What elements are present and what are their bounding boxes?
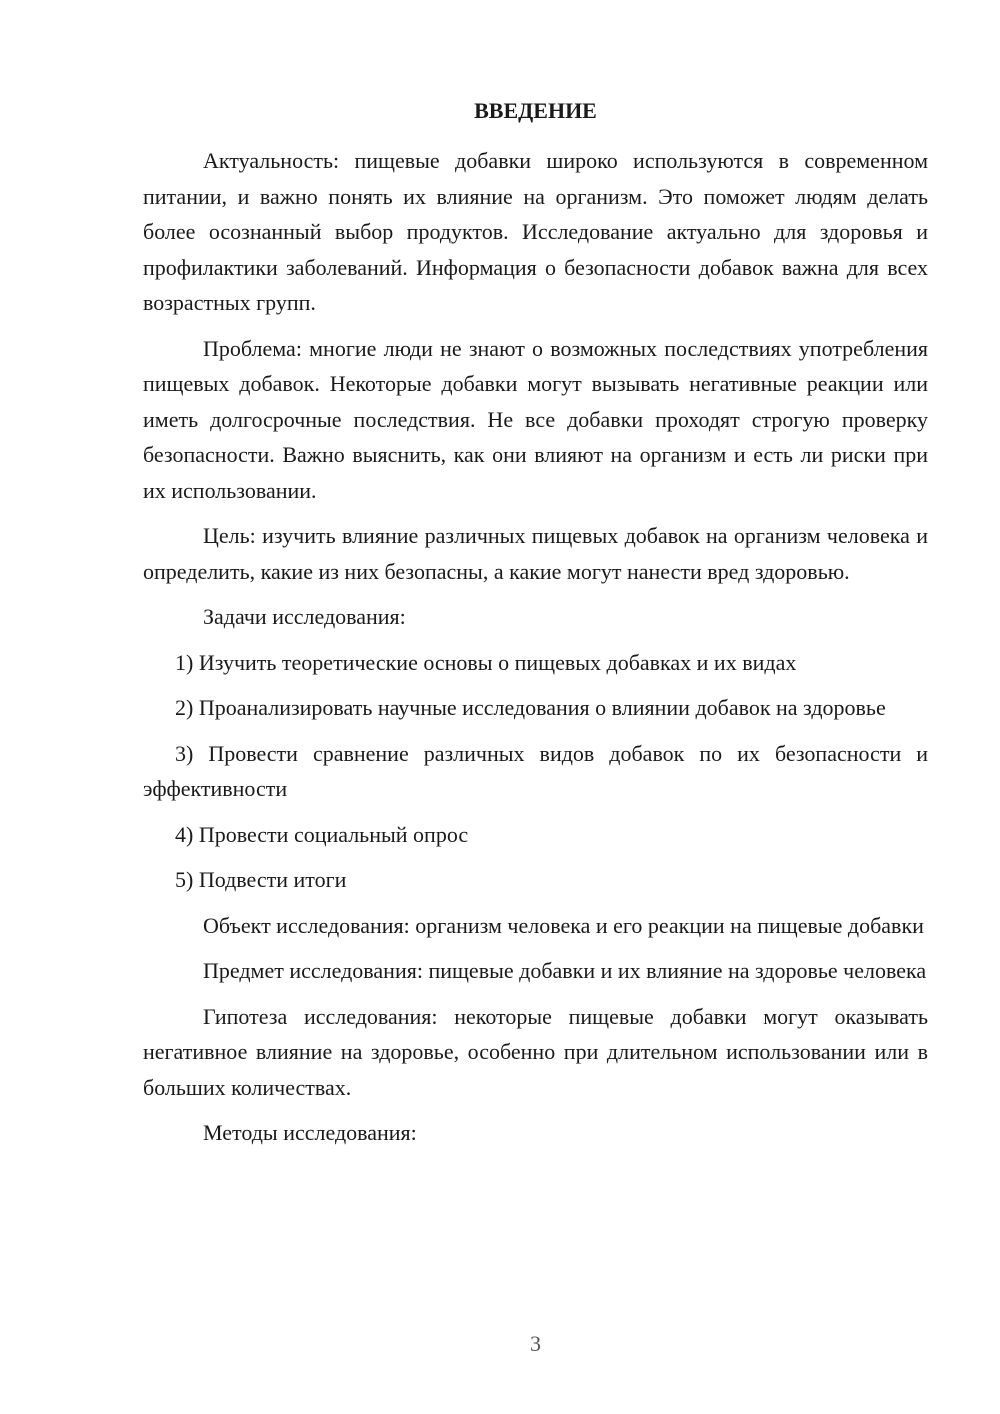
- paragraph-goal: Цель: изучить влияние различных пищевых добавок на организм человека и определить, какие из них безопасны, а какие могут нанести вред здоровью.: [143, 523, 928, 584]
- task-item-4: 4) Провести социальный опрос: [175, 821, 469, 847]
- paragraph-object: Объект исследования: организм человека и его реакции на пищевые добавки: [203, 912, 924, 938]
- paragraph-methods: Методы исследования:: [203, 1120, 417, 1145]
- document-body: [143, 143, 928, 1161]
- paragraph-relevance: Актуальность: пищевые добавки широко используются в современном питании, и важно понять их влияние на организм. Это поможет людям делать более осознанный выбор продуктов. Исследование актуально для здоровья и профилактики заболеваний. Информация о безопасности добавок важна для всех возрастных групп.: [143, 148, 928, 315]
- paragraph-problem: Проблема: многие люди не знают о возможных последствиях употребления пищевых добавок. Некоторые добавки могут вызывать негативные реакции или иметь долгосрочные последствия. Не все добавки проходят строгую проверку безопасности. Важно выяснить, как они влияют на организм и есть ли риски при их использовании.: [143, 335, 928, 503]
- document-page: [143, 0, 928, 1414]
- paragraph-hypothesis: Гипотеза исследования: некоторые пищевые добавки могут оказывать негативное влияние на здоровье, особенно при длительном использовании или в больших количествах.: [143, 1003, 928, 1100]
- tasks-heading: Задачи исследования:: [203, 604, 406, 629]
- page-number: 3: [530, 1331, 541, 1356]
- paragraph-subject: Предмет исследования: пищевые добавки и их влияние на здоровье человека: [203, 958, 927, 983]
- task-item-5: 5) Подвести итоги: [175, 867, 347, 892]
- task-item-1: 1) Изучить теоретические основы о пищевых добавках и их видах: [175, 649, 797, 675]
- section-title: ВВЕДЕНИЕ: [474, 98, 597, 123]
- task-item-2: 2) Проанализировать научные исследования о влиянии добавок на здоровье: [175, 695, 886, 720]
- task-item-3: 3) Провести сравнение различных видов добавок по их безопасности и эффективности: [143, 740, 928, 801]
